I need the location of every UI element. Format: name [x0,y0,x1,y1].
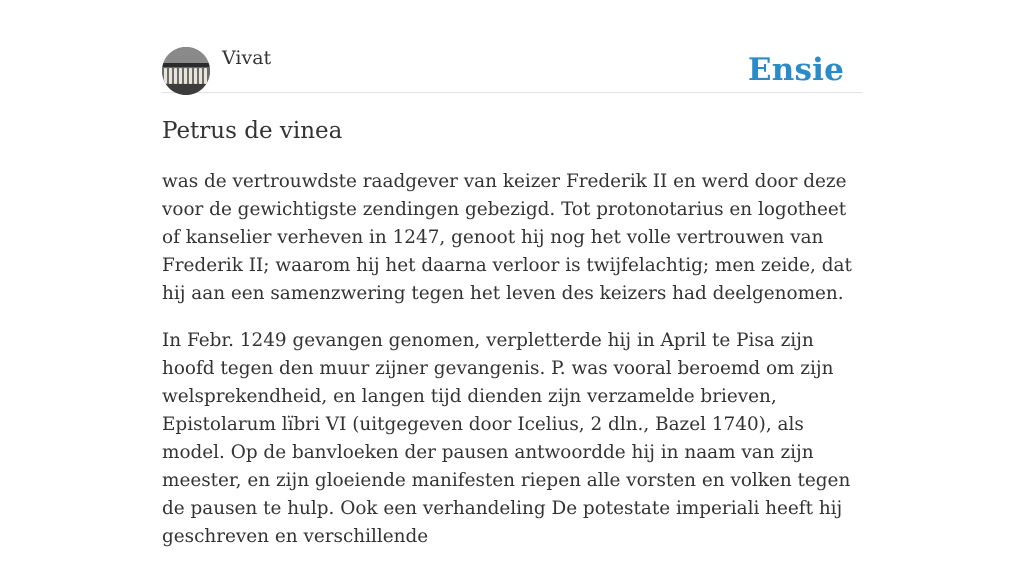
author-name[interactable]: Vivat [222,47,272,69]
article-paragraph: was de vertrouwdste raadgever van keizer Frederik II en werd door deze voor de gewichtigste zendingen gebezigd. Tot protonotarius en logotheet of kanselier verheven in 1247, genoot hij nog het volle vertrouwen van Frederik II; waarom hij het daarna verloor is twijfelachtig; men zeide, dat hij aan een samenzwering tegen het leven des keizers had deelgenomen. [162,171,852,304]
article-paragraph: In Febr. 1249 gevangen genomen, verpletterde hij in April te Pisa zijn hoofd tegen den muur zijner gevangenis. P. was vooral beroemd om zijn welsprekendheid, en langen tijd dienden zijn verzamelde brieven, Epistolarum lïbri VI (uitgegeven door Icelius, 2 dln., Bazel 1740), als model. Op de banvloeken der pausen antwoordde hij in naam van zijn meester, en zijn gloeiende manifesten riepen alle vorsten en volken tegen de pausen te hulp. Ook een verhandeling De potestate imperiali heeft hij geschreven en verschillende [162,330,851,547]
site-header [162,46,862,93]
brand-logo[interactable]: Ensie [747,52,844,88]
author-avatar[interactable] [162,47,210,95]
page-title: Petrus de vinea [162,118,343,144]
article-body [162,168,867,570]
typewriter-keys-avatar-icon [162,47,210,95]
